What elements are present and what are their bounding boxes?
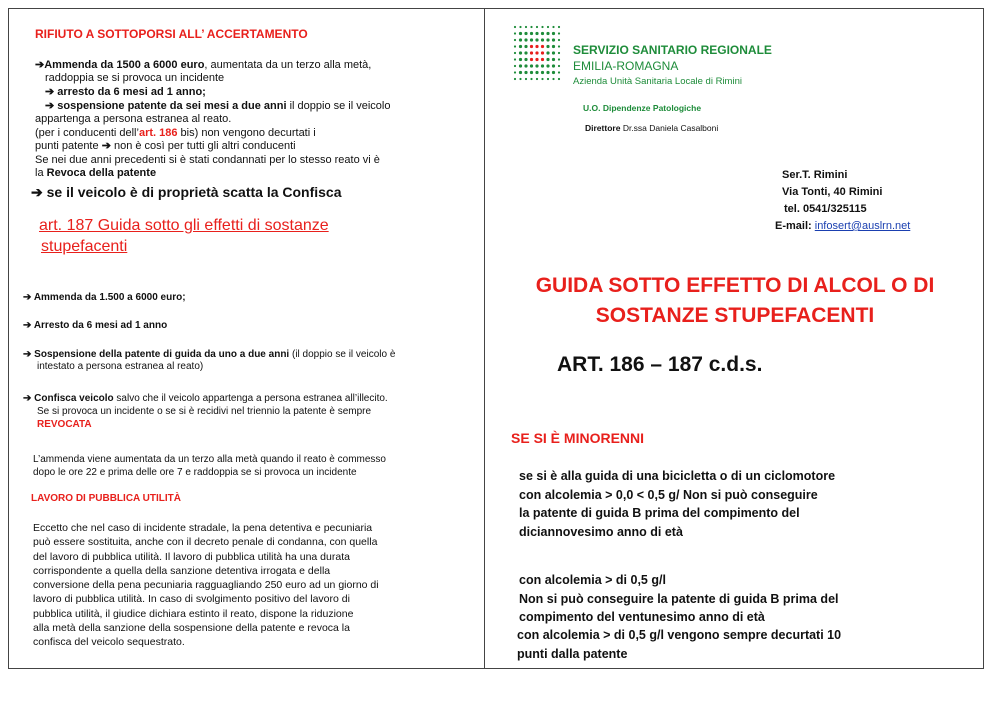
logo-dot [530, 51, 533, 54]
logo-dot [546, 58, 549, 61]
art187-confisca [23, 393, 388, 405]
org-unit: U.O. Dipendenze Patologiche [583, 103, 702, 113]
logo-dot [525, 26, 527, 28]
logo-dot [530, 71, 533, 74]
logo-dot [541, 78, 543, 80]
logo-dot [546, 51, 549, 54]
minors-line: diciannovesimo anno di età [519, 524, 683, 539]
refusal-points [35, 127, 316, 140]
arrow-icon: ➔ [23, 320, 32, 331]
art187-heading-line2: stupefacenti [41, 238, 128, 255]
logo-dot [525, 78, 527, 80]
lpu-line: del lavoro di pubblica utilità. Il lavoro di pubblica utilità ha una durata [33, 550, 350, 563]
logo-dot [558, 32, 560, 34]
logo-dot [541, 64, 544, 67]
logo-dot [519, 32, 522, 35]
lpu-line: alla metà della sanzione della sospensione della patente e revoca la [33, 622, 350, 635]
logo-dot [514, 58, 516, 60]
logo-dot [519, 78, 521, 80]
lpu-line: confisca del veicolo sequestrato. [33, 636, 185, 649]
logo-dot [519, 64, 522, 67]
logo-dot [546, 45, 549, 48]
articles-title: ART. 186 – 187 c.d.s. [557, 353, 763, 376]
refusal-points-art: art. 186 [138, 127, 178, 139]
refusal-suspension-bold: sospensione patente da sei mesi a due anni [57, 100, 287, 112]
lpu-line: può essere sostituita, anche con il decreto penale di condanna, con quella [33, 536, 378, 549]
refusal-points-post: bis) non vengono decurtati i [177, 127, 316, 139]
logo-dot [558, 65, 560, 67]
minors-paragraph-1 [519, 467, 835, 541]
arrow-icon: ➔ [45, 100, 55, 112]
title-line2: SOSTANZE STUPEFACENTI [595, 304, 875, 327]
art187-conf-rest: salvo che il veicolo appartenga a persona estranea all’illecito. [113, 393, 388, 404]
refusal-points-line2-post: non è così per tutti gli altri conducenti [113, 140, 296, 152]
refusal-suspension-line2: appartenga a persona estranea al reato. [35, 113, 232, 125]
logo-dot [514, 52, 516, 54]
logo-dot [541, 26, 543, 28]
logo-dot [558, 26, 560, 28]
art187-fine-text: Ammenda da 1.500 a 6000 euro; [33, 292, 186, 303]
refusal-fine-line2: raddoppia se si provoca un incidente [45, 72, 225, 84]
logo-dot [535, 32, 538, 35]
logo-dot [558, 39, 560, 41]
logo-dot [530, 26, 532, 28]
logo-dot [552, 71, 555, 74]
minors-line: con alcolemia > di 0,5 g/l vengono sempre decurtati 10 [517, 628, 842, 642]
logo-dot [541, 58, 544, 61]
logo-dot [514, 39, 516, 41]
logo-dot [552, 64, 555, 67]
logo-dot [519, 38, 522, 41]
contact-phone: tel. 0541/325115 [784, 203, 867, 215]
logo-dot [541, 45, 544, 48]
lpu-line: lavoro di pubblica utilità. In caso di svolgimento positivo del lavoro di [33, 593, 350, 606]
logo-dot [546, 32, 549, 35]
refusal-arrest [45, 86, 206, 99]
arrow-icon: ➔ [101, 140, 111, 152]
arrow-icon: ➔ [23, 292, 32, 303]
logo-dot [558, 52, 560, 54]
minors-line: Non si può conseguire la patente di guida B prima del [519, 591, 839, 606]
refusal-points-pre: (per i conducenti dell’ [35, 127, 139, 139]
art187-arrest-text: Arresto da 6 mesi ad 1 anno [33, 320, 168, 331]
contact-email-label: E-mail: [775, 220, 812, 232]
logo-dot [524, 58, 527, 61]
logo-dot [524, 71, 527, 74]
art187-susp-rest: (il doppio se il veicolo è [289, 349, 396, 360]
minors-paragraph-3 [517, 626, 841, 663]
org-director [585, 123, 718, 133]
minors-line: se si è alla guida di una bicicletta o di un ciclomotore [519, 469, 836, 483]
logo-dot [552, 32, 555, 35]
refusal-points-line2-pre: punti patente [35, 140, 99, 152]
left-panel [8, 8, 485, 669]
refusal-suspension-rest: il doppio se il veicolo [289, 100, 391, 112]
art187-fine [23, 292, 186, 303]
refusal-heading: RIFIUTO A SOTTOPORSI ALL’ ACCERTAMENTO [35, 27, 308, 41]
logo-dot [535, 51, 538, 54]
art187-conf-line2: Se si provoca un incidente o se si è recidivi nel triennio la patente è sempre [37, 406, 372, 417]
logo-dot [514, 26, 516, 28]
logo-dot [530, 45, 533, 48]
arrow-icon: ➔ [31, 184, 43, 200]
refusal-revoke [35, 167, 156, 180]
refusal-confisca [31, 184, 342, 201]
logo-dot [552, 51, 555, 54]
lpu-body [33, 521, 478, 650]
ssr-logo-icon [511, 23, 571, 93]
contact-name: Ser.T. Rimini [782, 169, 848, 181]
logo-dot [519, 71, 522, 74]
art187-conf-bold: Confisca veicolo [34, 393, 114, 404]
refusal-arrest-text: arresto da 6 mesi ad 1 anno; [57, 86, 206, 98]
contact-email-link[interactable]: infosert@auslrn.net [814, 220, 911, 232]
logo-dot [546, 38, 549, 41]
refusal-revoke-line1: Se nei due anni precedenti si è stati condannati per lo stesso reato vi è [35, 154, 380, 166]
logo-dot [519, 51, 522, 54]
logo-dot [535, 58, 538, 61]
art187-heading-line1: art. 187 Guida sotto gli effetti di sostanze [39, 217, 329, 234]
minors-line: con alcolemia > di 0,5 g/l [519, 573, 666, 587]
logo-dot [558, 71, 560, 73]
refusal-fine [35, 59, 475, 72]
logo-dot [558, 78, 560, 80]
refusal-confisca-text: se il veicolo è di proprietà scatta la Confisca [46, 184, 342, 200]
lpu-line: corrispondente a quella della sanzione detentiva irrogata e della [33, 564, 331, 577]
refusal-points-line2 [35, 140, 296, 153]
org-director-name: Dr.ssa Daniela Casalboni [622, 123, 719, 133]
org-director-label: Direttore [585, 123, 621, 133]
refusal-fine-bold: Ammenda da 1500 a 6000 euro [44, 59, 205, 71]
title-line1: GUIDA SOTTO EFFETTO DI ALCOL O DI [535, 274, 935, 297]
right-panel [484, 8, 984, 669]
logo-dot [535, 45, 538, 48]
logo-dot [514, 71, 516, 73]
minors-line: punti dalla patente [517, 646, 628, 661]
logo-dot [547, 26, 549, 28]
arrow-icon: ➔ [23, 349, 32, 360]
logo-dot [524, 32, 527, 35]
logo-dot [541, 38, 544, 41]
logo-dot [519, 58, 522, 61]
logo-dot [519, 26, 521, 28]
minors-paragraph-2 [519, 571, 839, 627]
contact-email-row [775, 218, 910, 235]
logo-dot [535, 38, 538, 41]
logo-dot [547, 78, 549, 80]
art187-conf-line3: REVOCATA [37, 419, 92, 430]
logo-dot [536, 26, 538, 28]
minors-line: compimento del ventunesimo anno di età [519, 610, 765, 624]
logo-dot [535, 71, 538, 74]
logo-dot [552, 38, 555, 41]
arrow-icon: ➔ [45, 86, 55, 98]
logo-dot [552, 58, 555, 61]
logo-dot [519, 45, 522, 48]
minors-heading: SE SI È MINORENNI [511, 430, 645, 446]
logo-dot [546, 64, 549, 67]
art187-arrest [23, 320, 167, 331]
logo-dot [530, 58, 533, 61]
logo-dot [530, 38, 533, 41]
logo-dot [558, 58, 560, 60]
art187-susp-bold: Sospensione della patente di guida da uno a due anni [34, 349, 290, 360]
logo-dot [514, 78, 516, 80]
logo-dot [514, 32, 516, 34]
refusal-fine-rest: , aumentata da un terzo alla metà, [204, 59, 372, 71]
logo-dot [514, 65, 516, 67]
logo-dot [541, 71, 544, 74]
logo-dot [536, 78, 538, 80]
lpu-heading: LAVORO DI PUBBLICA UTILITÀ [31, 493, 181, 504]
logo-dot [514, 45, 516, 47]
org-line3: Azienda Unità Sanitaria Locale di Rimini [573, 76, 742, 87]
art187-note-line2: dopo le ore 22 e prima delle ore 7 e raddoppia se si provoca un incidente [33, 467, 357, 478]
lpu-line: pubblica utilità, il giudice dichiara estinto il reato, dispone la riduzione [33, 607, 354, 620]
logo-dot [552, 45, 555, 48]
logo-dot [524, 45, 527, 48]
logo-dot [552, 26, 554, 28]
logo-dot [541, 51, 544, 54]
logo-dot [524, 38, 527, 41]
logo-dot [530, 32, 533, 35]
logo-dot [524, 64, 527, 67]
lpu-line: conversione della pena pecuniaria ragguagliando 250 euro ad un giorno di [33, 579, 379, 592]
logo-dot [546, 71, 549, 74]
refusal-suspension [45, 100, 390, 113]
contact-address: Via Tonti, 40 Rimini [782, 186, 883, 198]
logo-dot [541, 32, 544, 35]
art187-note-line1: L’ammenda viene aumentata da un terzo alla metà quando il reato è commesso [33, 454, 386, 465]
logo-dot [530, 78, 532, 80]
refusal-revoke-pre: la [35, 167, 44, 179]
org-line2: EMILIA-ROMAGNA [573, 59, 679, 73]
arrow-icon: ➔ [23, 393, 32, 404]
logo-dot [558, 45, 560, 47]
minors-line: con alcolemia > 0,0 < 0,5 g/ Non si può conseguire [519, 487, 818, 502]
logo-dot [535, 64, 538, 67]
arrow-icon: ➔ [35, 59, 45, 71]
lpu-line: Eccetto che nel caso di incidente stradale, la pena detentiva e pecuniaria [33, 522, 373, 534]
org-line1: SERVIZIO SANITARIO REGIONALE [573, 43, 772, 57]
art187-suspension [23, 349, 478, 361]
logo-dot [552, 78, 554, 80]
refusal-revoke-bold: Revoca della patente [46, 167, 157, 179]
art187-susp-line2: intestato a persona estranea al reato) [37, 361, 204, 372]
logo-dot [530, 64, 533, 67]
page-title [485, 271, 985, 331]
minors-line: la patente di guida B prima del compimento del [519, 506, 800, 520]
logo-dot [524, 51, 527, 54]
